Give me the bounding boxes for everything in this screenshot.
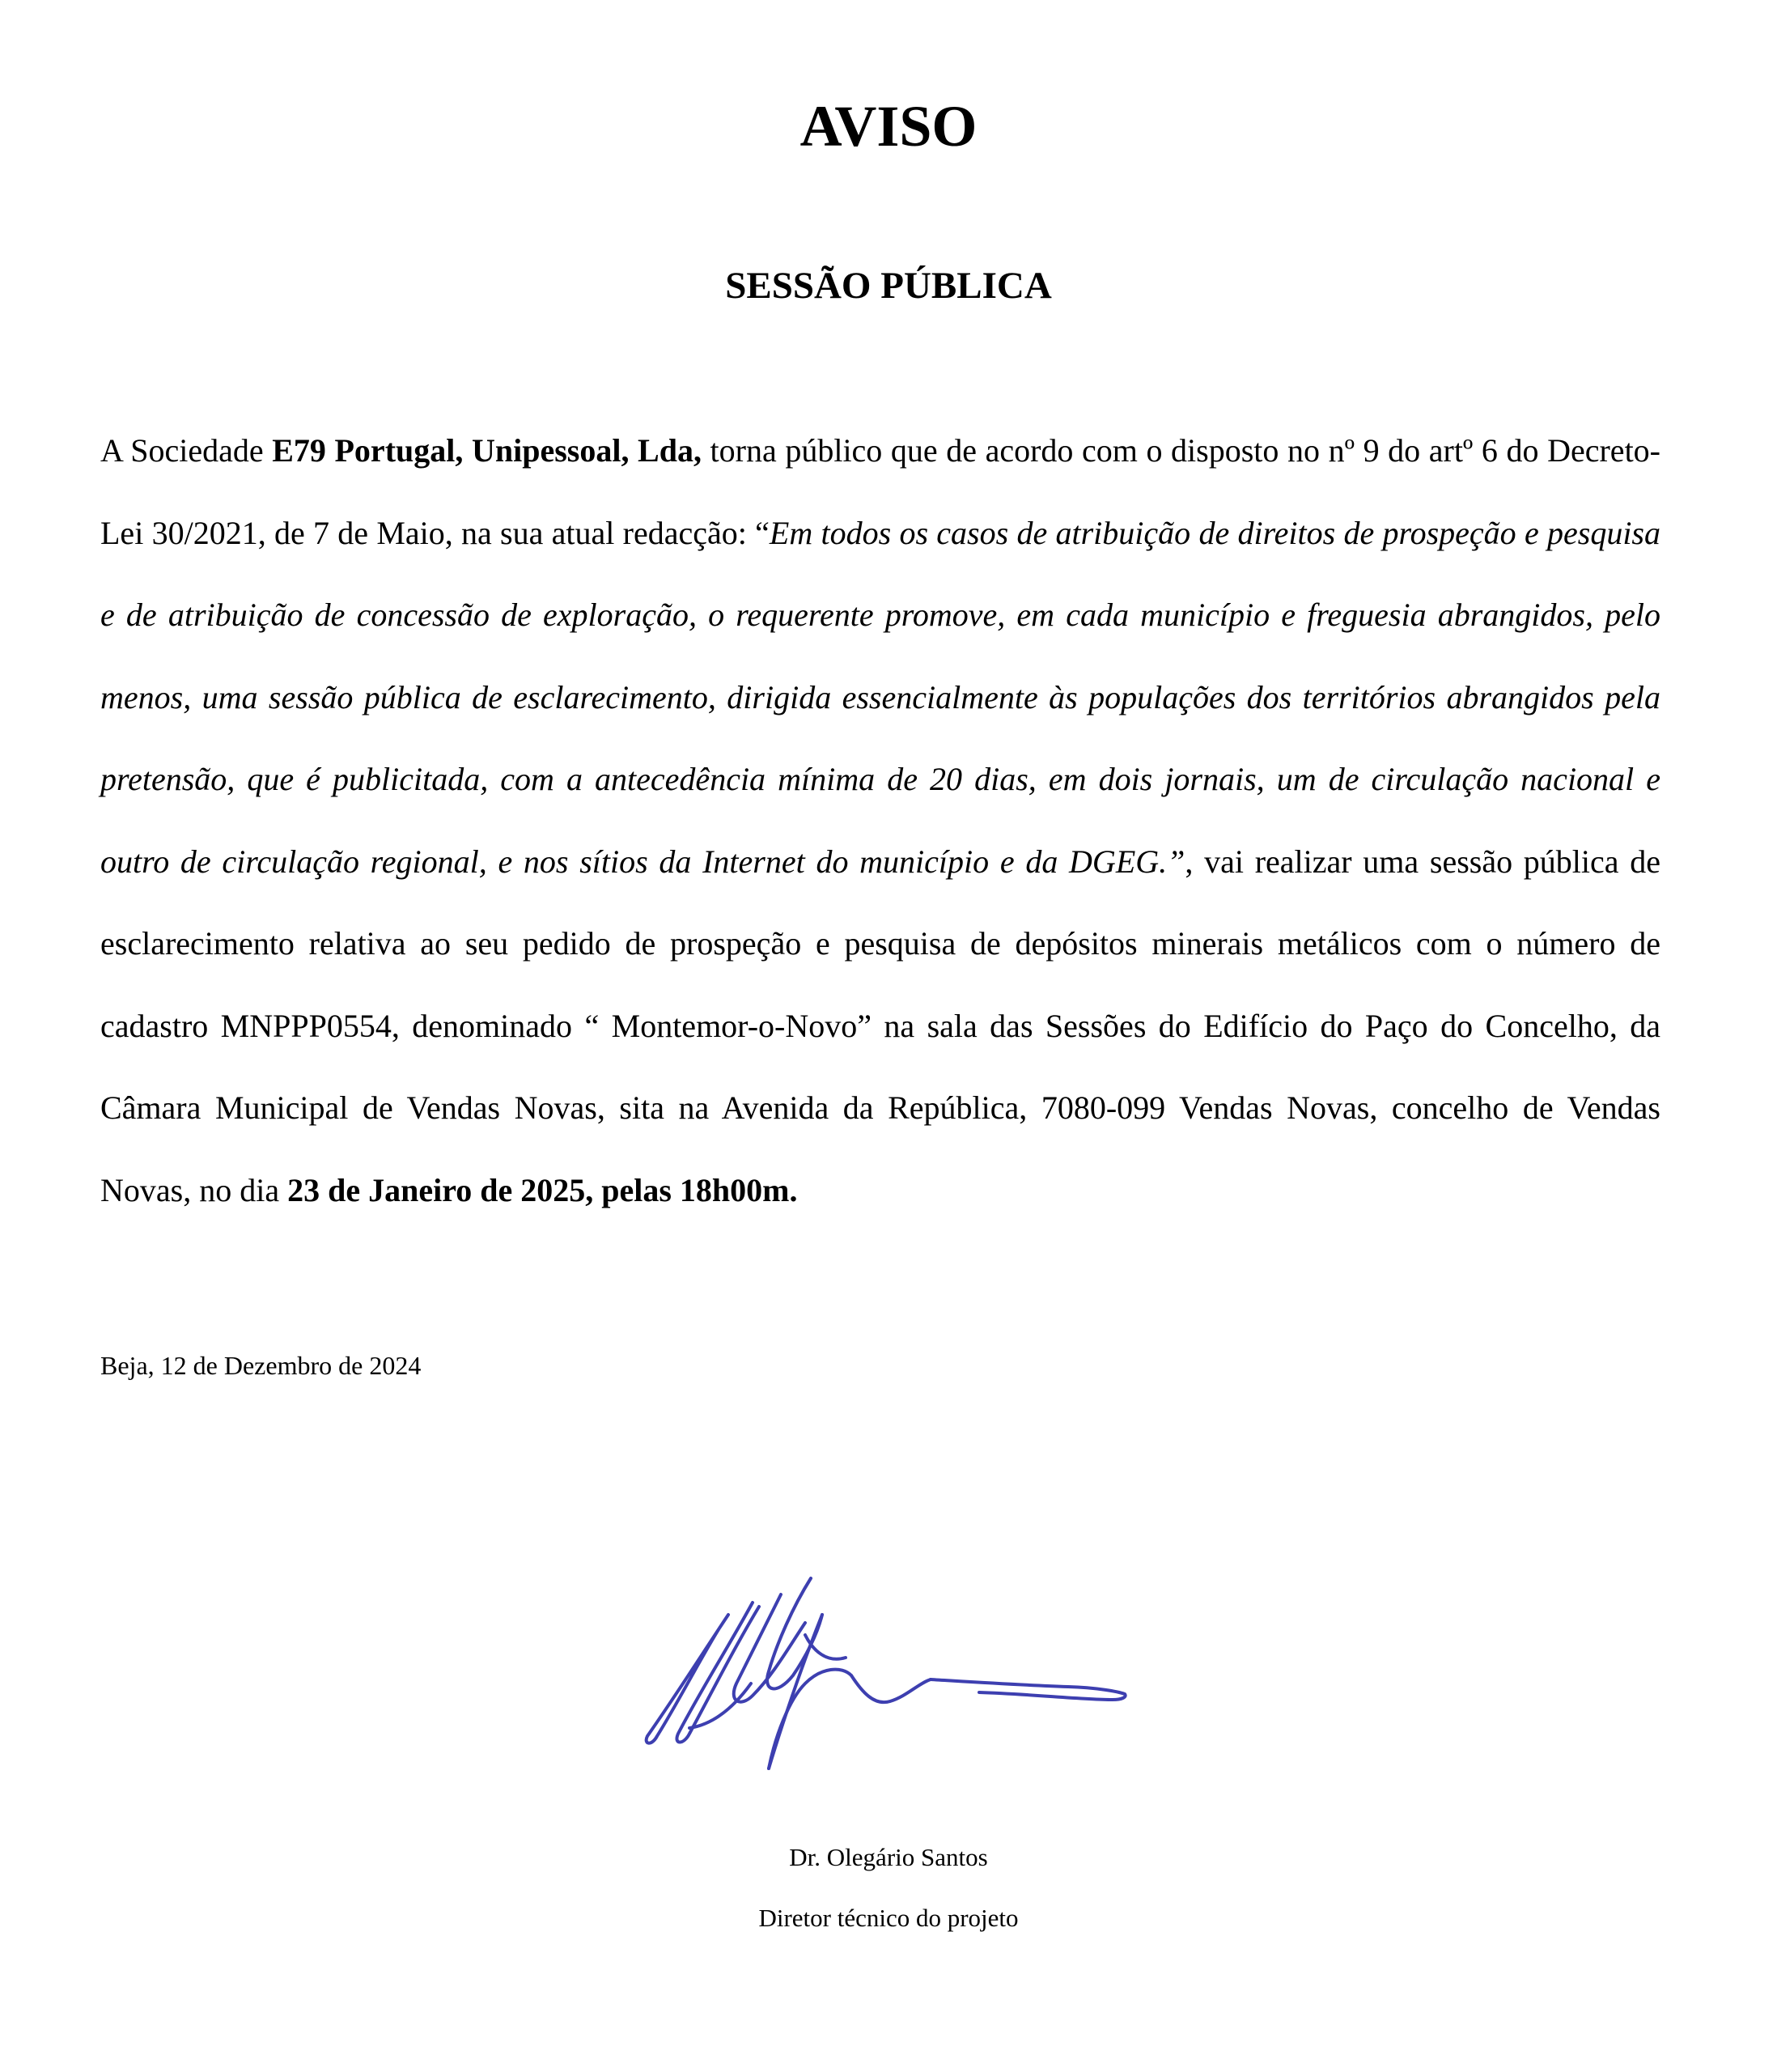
notice-title: AVISO xyxy=(799,94,978,159)
session-details: , vai realizar uma sessão pública de esclarecimento relativa ao seu pedido de prospeção e pesquisa de depósitos minerais metálicos com o número de cadastro MNPPP0554, denominado “ Montemor-o-Novo” na sala das Sessões do Edifício do Paço do Concelho, da Câmara Municipal de Vendas Novas, sita na Avenida da República, 7080-099 Vendas Novas, concelho de Vendas Novas, no dia xyxy=(100,843,1661,1208)
session-datetime: 23 de Janeiro de 2025, pelas 18h00m. xyxy=(287,1171,798,1208)
notice-subtitle: SESSÃO PÚBLICA xyxy=(725,265,1052,307)
legal-quote: Em todos os casos de atribuição de direitos de prospeção e pesquisa e de atribuição de concessão de exploração, o requerente promove, em cada município e freguesia abrangidos, pelo menos, uma sessão pública de esclarecimento, dirigida essencialmente às populações dos territórios abrangidos pela pretensão, que é publicitada, com a antecedência mínima de 20 dias, em dois jornais, um de circulação nacional e outro de circulação regional, e nos sítios da Internet do município e da DGEG.” xyxy=(100,514,1660,880)
place-and-date: Beja, 12 de Dezembro de 2024 xyxy=(100,1351,422,1380)
signer-name: Dr. Olegário Santos xyxy=(789,1843,988,1871)
body-intro-text: A Sociedade xyxy=(100,432,273,469)
notice-body xyxy=(100,410,1660,1231)
body-legal-reference: torna público que de acordo com o disposto no nº 9 do artº 6 do Decreto-Lei 30/2021, de 7 de Maio, na sua atual redacção: “ xyxy=(100,432,1660,551)
company-name: E79 Portugal, Unipessoal, Lda, xyxy=(272,432,702,469)
signer-role: Diretor técnico do projeto xyxy=(758,1904,1019,1932)
handwritten-signature xyxy=(639,1562,1157,1781)
